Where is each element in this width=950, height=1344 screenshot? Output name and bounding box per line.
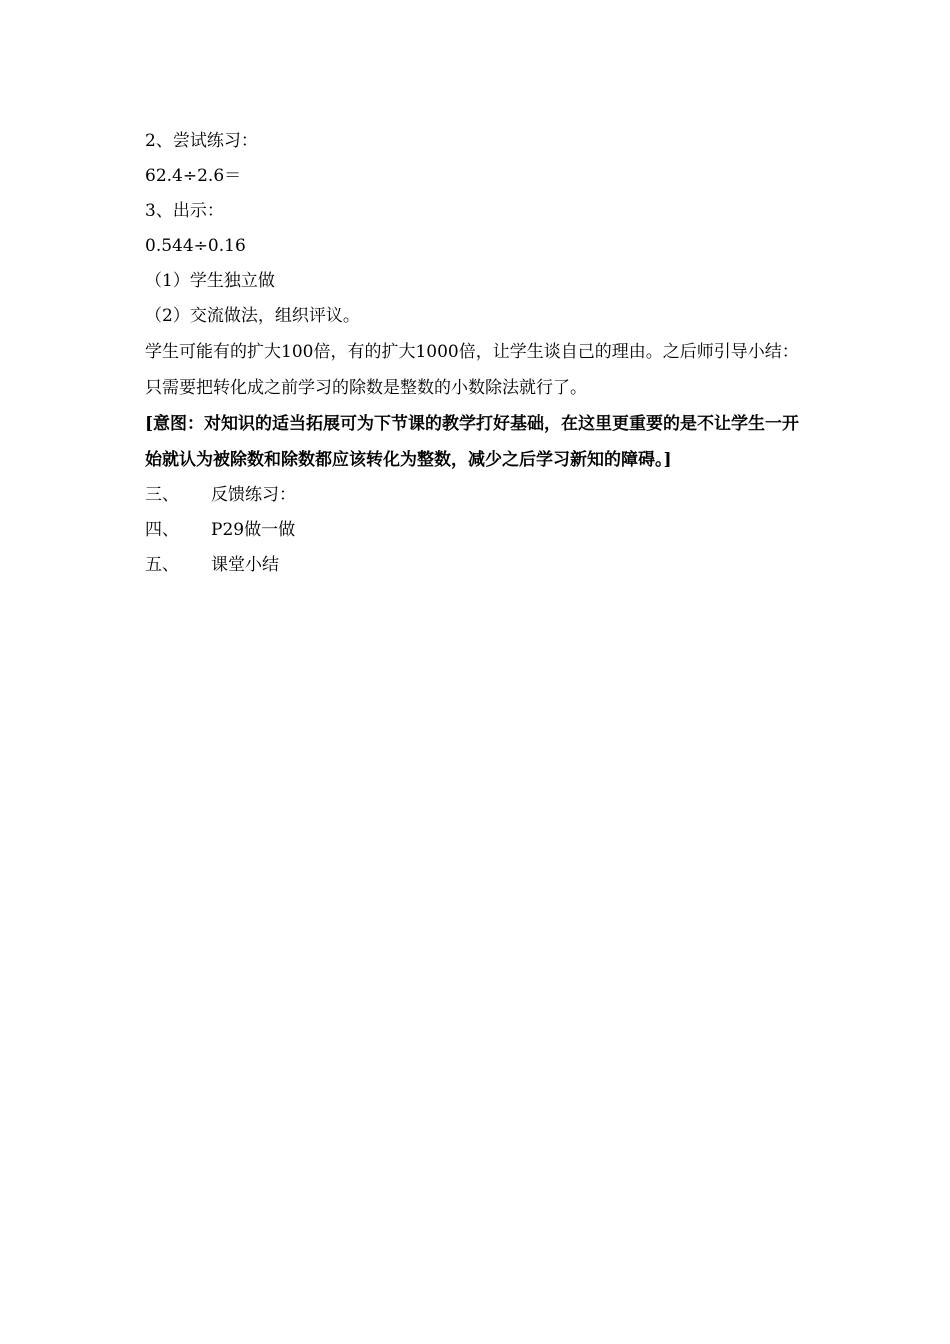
list-item-number: 三、 [145, 485, 179, 505]
show-equation: 0.544÷0.16 [145, 236, 246, 256]
step-independent: （1）学生独立做 [145, 271, 275, 291]
show-heading: 3、出示： [145, 201, 224, 221]
practice-equation: 62.4÷2.6＝ [145, 166, 242, 186]
practice-heading: 2、尝试练习： [145, 131, 258, 151]
list-item-number: 五、 [145, 555, 179, 575]
summary-paragraph: 学生可能有的扩大100倍，有的扩大1000倍，让学生谈自己的理由。之后师引导小结：只需要把转化成之前学习的除数是整数的小数除法就行了。 [145, 342, 799, 398]
step-discuss: （2）交流做法，组织评议。 [145, 306, 360, 326]
list-item-text: 反馈练习： [211, 485, 296, 505]
list-item-text: P29做一做 [211, 520, 296, 540]
list-item [145, 478, 810, 513]
list-item [145, 548, 810, 583]
document-body [145, 124, 810, 583]
list-item [145, 513, 810, 548]
list-item-number: 四、 [145, 520, 179, 540]
list-item-text: 课堂小结 [211, 555, 279, 575]
intent-paragraph: [意图：对知识的适当拓展可为下节课的教学打好基础，在这里更重要的是不让学生一开始就认为被除数和除数都应该转化为整数，减少之后学习新知的障碍。] [145, 414, 800, 470]
